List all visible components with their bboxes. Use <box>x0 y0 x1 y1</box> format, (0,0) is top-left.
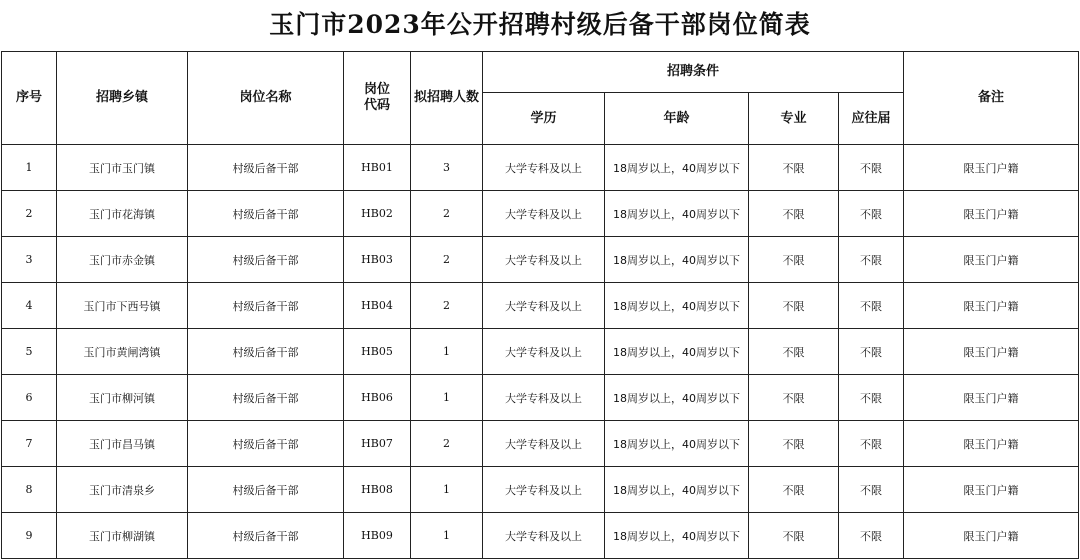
cell-remarks: 限玉门户籍 <box>904 191 1079 237</box>
cell-major: 不限 <box>749 467 839 513</box>
header-education: 学历 <box>483 93 605 145</box>
cell-graduate: 不限 <box>839 513 904 559</box>
cell-age: 18周岁以上，40周岁以下 <box>605 467 749 513</box>
cell-count: 2 <box>411 283 483 329</box>
cell-code: HB03 <box>344 237 411 283</box>
cell-code: HB08 <box>344 467 411 513</box>
cell-code: HB01 <box>344 145 411 191</box>
cell-major: 不限 <box>749 421 839 467</box>
cell-position: 村级后备干部 <box>188 329 344 375</box>
cell-index: 4 <box>2 283 57 329</box>
header-conditions: 招聘条件 <box>483 52 904 93</box>
cell-index: 8 <box>2 467 57 513</box>
cell-graduate: 不限 <box>839 145 904 191</box>
cell-graduate: 不限 <box>839 283 904 329</box>
cell-count: 2 <box>411 421 483 467</box>
cell-index: 5 <box>2 329 57 375</box>
header-age: 年龄 <box>605 93 749 145</box>
table-row <box>2 513 1079 559</box>
cell-age: 18周岁以上，40周岁以下 <box>605 329 749 375</box>
cell-town: 玉门市柳河镇 <box>57 375 188 421</box>
cell-count: 1 <box>411 375 483 421</box>
cell-education: 大学专科及以上 <box>483 375 605 421</box>
header-position: 岗位名称 <box>188 52 344 145</box>
cell-education: 大学专科及以上 <box>483 191 605 237</box>
cell-remarks: 限玉门户籍 <box>904 237 1079 283</box>
cell-index: 7 <box>2 421 57 467</box>
cell-code: HB06 <box>344 375 411 421</box>
cell-town: 玉门市玉门镇 <box>57 145 188 191</box>
cell-remarks: 限玉门户籍 <box>904 421 1079 467</box>
cell-age: 18周岁以上，40周岁以下 <box>605 145 749 191</box>
cell-index: 2 <box>2 191 57 237</box>
cell-major: 不限 <box>749 513 839 559</box>
cell-education: 大学专科及以上 <box>483 283 605 329</box>
cell-graduate: 不限 <box>839 191 904 237</box>
cell-index: 3 <box>2 237 57 283</box>
cell-position: 村级后备干部 <box>188 467 344 513</box>
cell-graduate: 不限 <box>839 237 904 283</box>
cell-position: 村级后备干部 <box>188 191 344 237</box>
table-header-row <box>2 52 1079 93</box>
cell-position: 村级后备干部 <box>188 375 344 421</box>
table-row <box>2 237 1079 283</box>
cell-index: 6 <box>2 375 57 421</box>
cell-age: 18周岁以上，40周岁以下 <box>605 283 749 329</box>
header-town: 招聘乡镇 <box>57 52 188 145</box>
table-row <box>2 191 1079 237</box>
cell-code: HB02 <box>344 191 411 237</box>
cell-code: HB07 <box>344 421 411 467</box>
cell-education: 大学专科及以上 <box>483 329 605 375</box>
page-title: 玉门市2023年公开招聘村级后备干部岗位简表 <box>269 10 811 39</box>
cell-town: 玉门市花海镇 <box>57 191 188 237</box>
cell-count: 1 <box>411 513 483 559</box>
table-row <box>2 329 1079 375</box>
cell-town: 玉门市下西号镇 <box>57 283 188 329</box>
header-code: 岗位 代码 <box>344 52 411 145</box>
cell-code: HB05 <box>344 329 411 375</box>
header-count: 拟招聘人数 <box>411 52 483 145</box>
cell-count: 3 <box>411 145 483 191</box>
cell-town: 玉门市清泉乡 <box>57 467 188 513</box>
cell-age: 18周岁以上，40周岁以下 <box>605 237 749 283</box>
header-remarks: 备注 <box>904 52 1079 145</box>
cell-position: 村级后备干部 <box>188 237 344 283</box>
table-row <box>2 145 1079 191</box>
cell-count: 1 <box>411 467 483 513</box>
cell-major: 不限 <box>749 375 839 421</box>
cell-graduate: 不限 <box>839 421 904 467</box>
cell-code: HB04 <box>344 283 411 329</box>
cell-age: 18周岁以上，40周岁以下 <box>605 375 749 421</box>
cell-count: 2 <box>411 191 483 237</box>
cell-count: 1 <box>411 329 483 375</box>
cell-education: 大学专科及以上 <box>483 421 605 467</box>
cell-index: 9 <box>2 513 57 559</box>
cell-remarks: 限玉门户籍 <box>904 513 1079 559</box>
cell-age: 18周岁以上，40周岁以下 <box>605 421 749 467</box>
cell-position: 村级后备干部 <box>188 421 344 467</box>
cell-remarks: 限玉门户籍 <box>904 467 1079 513</box>
cell-code: HB09 <box>344 513 411 559</box>
cell-graduate: 不限 <box>839 329 904 375</box>
cell-age: 18周岁以上，40周岁以下 <box>605 513 749 559</box>
cell-education: 大学专科及以上 <box>483 145 605 191</box>
header-graduate: 应往届 <box>839 93 904 145</box>
table-row <box>2 467 1079 513</box>
cell-town: 玉门市柳湖镇 <box>57 513 188 559</box>
cell-major: 不限 <box>749 237 839 283</box>
cell-age: 18周岁以上，40周岁以下 <box>605 191 749 237</box>
cell-count: 2 <box>411 237 483 283</box>
cell-remarks: 限玉门户籍 <box>904 329 1079 375</box>
cell-education: 大学专科及以上 <box>483 467 605 513</box>
cell-position: 村级后备干部 <box>188 283 344 329</box>
positions-table <box>1 51 1079 559</box>
table-body <box>2 145 1079 559</box>
table-row <box>2 283 1079 329</box>
header-index: 序号 <box>2 52 57 145</box>
cell-graduate: 不限 <box>839 375 904 421</box>
cell-major: 不限 <box>749 329 839 375</box>
cell-position: 村级后备干部 <box>188 513 344 559</box>
cell-major: 不限 <box>749 145 839 191</box>
cell-remarks: 限玉门户籍 <box>904 145 1079 191</box>
cell-remarks: 限玉门户籍 <box>904 375 1079 421</box>
cell-major: 不限 <box>749 191 839 237</box>
cell-major: 不限 <box>749 283 839 329</box>
cell-index: 1 <box>2 145 57 191</box>
cell-remarks: 限玉门户籍 <box>904 283 1079 329</box>
cell-education: 大学专科及以上 <box>483 513 605 559</box>
cell-position: 村级后备干部 <box>188 145 344 191</box>
cell-graduate: 不限 <box>839 467 904 513</box>
cell-town: 玉门市昌马镇 <box>57 421 188 467</box>
cell-town: 玉门市赤金镇 <box>57 237 188 283</box>
cell-town: 玉门市黄闸湾镇 <box>57 329 188 375</box>
cell-education: 大学专科及以上 <box>483 237 605 283</box>
header-major: 专业 <box>749 93 839 145</box>
table-row <box>2 421 1079 467</box>
table-row <box>2 375 1079 421</box>
